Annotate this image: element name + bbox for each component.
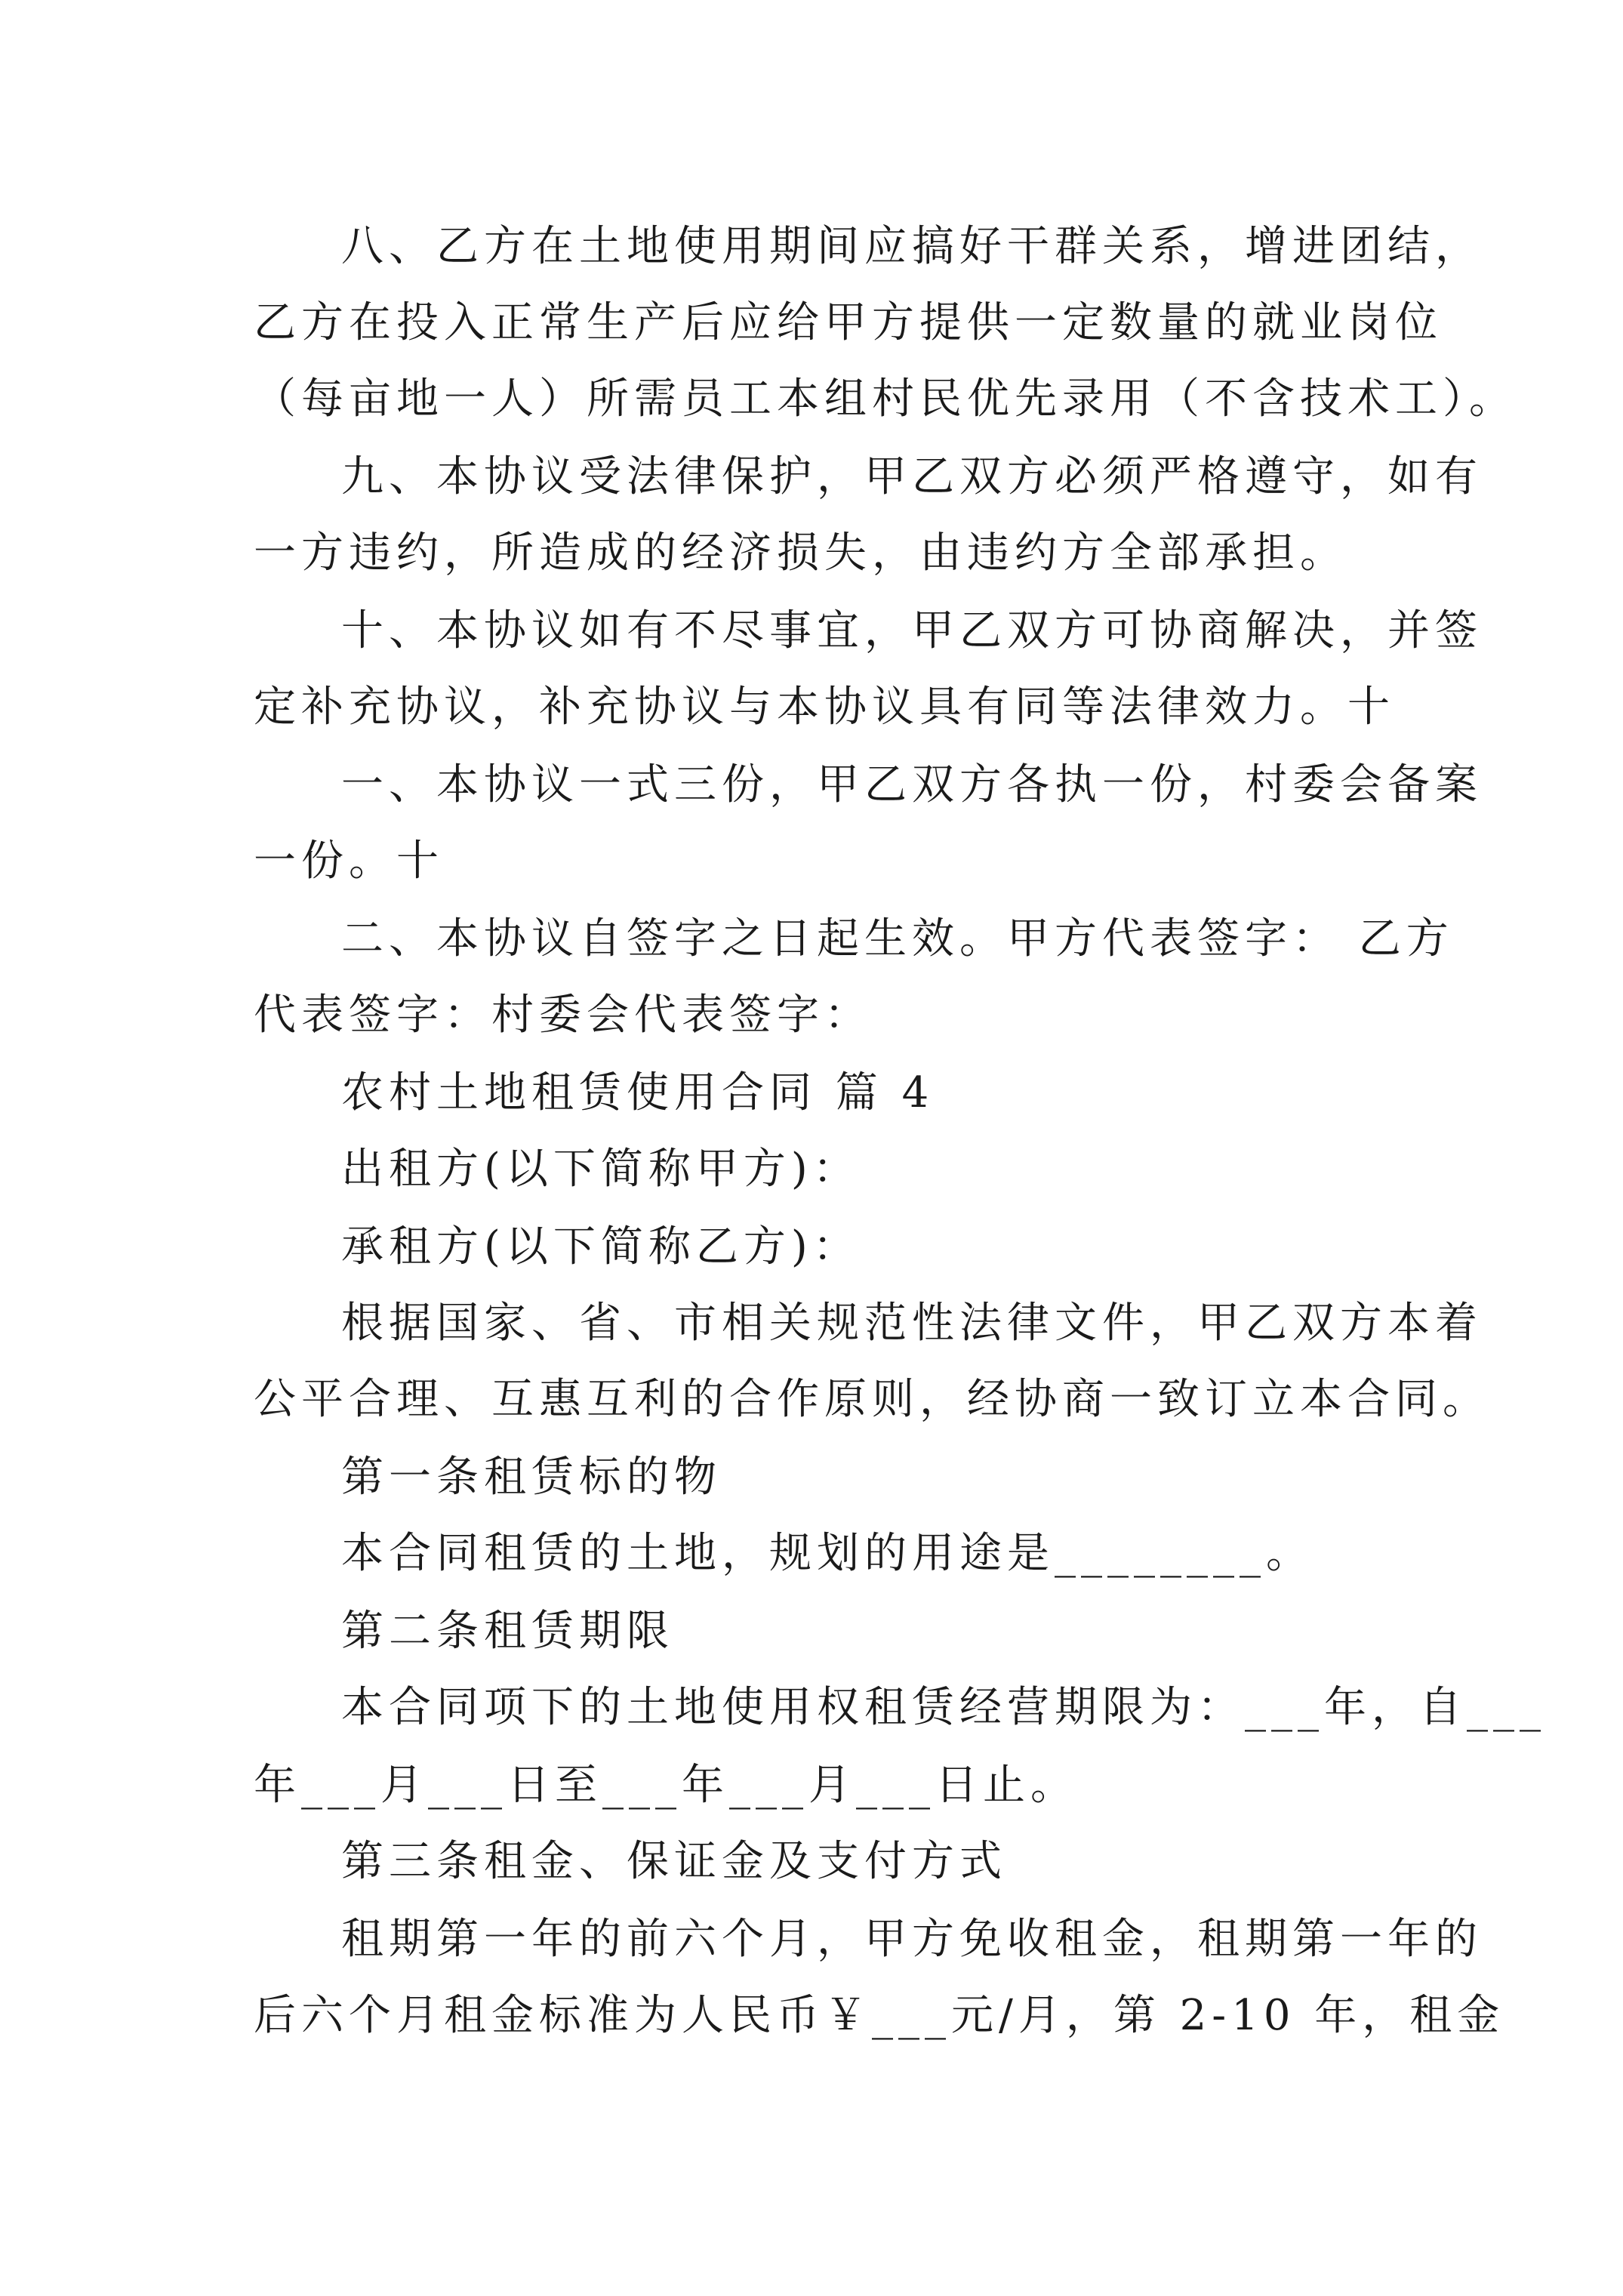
text-line-16: 公平合理、互惠互利的合作原则，经协商一致订立本合同。 [254,1375,1490,1424]
clause-heading-2: 第二条租赁期限 [341,1607,674,1656]
clause-heading-3: 第三条租金、保证金及支付方式 [341,1837,1007,1886]
text-line-10: 二、本协议自签字之日起生效。甲方代表签字： 乙方 [341,914,1454,963]
text-line-8: 一、本协议一式三份，甲乙双方各执一份，村委会备案 [341,760,1483,809]
text-line-3: （每亩地一人）所需员工本组村民优先录用（不含技术工）。 [254,374,1517,424]
text-line-7: 定补充协议，补充协议与本协议具有同等法律效力。十 [254,683,1395,732]
text-line-2: 乙方在投入正常生产后应给甲方提供一定数量的就业岗位 [254,298,1443,347]
text-line-20: 本合同项下的土地使用权租赁经营期限为：___年，自___ [341,1683,1546,1732]
clause-heading-1: 第一条租赁标的物 [341,1453,722,1502]
text-line-4: 九、本协议受法律保护，甲乙双方必须严格遵守，如有 [341,452,1483,501]
text-line-9: 一份。十 [254,837,444,886]
text-line-14: 承租方(以下简称乙方)： [341,1222,861,1271]
text-line-18: 本合同租赁的土地，规划的用途是________。 [341,1529,1313,1578]
text-line-23: 租期第一年的前六个月，甲方免收租金，租期第一年的 [341,1915,1483,1964]
text-line-5: 一方违约，所造成的经济损失，由违约方全部承担。 [254,529,1347,578]
text-line-11: 代表签字：村委会代表签字： [254,991,872,1040]
text-line-21: 年___月___日至___年___月___日止。 [254,1761,1078,1810]
text-line-15: 根据国家、省、市相关规范性法律文件，甲乙双方本着 [341,1299,1483,1348]
text-line-24: 后六个月租金标准为人民币￥___元/月，第 2-10 年，租金 [254,1991,1505,2040]
text-line-1: 八、乙方在土地使用期间应搞好干群关系，增进团结， [341,222,1483,271]
section-title: 农村土地租赁使用合同 篇 4 [341,1068,935,1117]
text-line-6: 十、本协议如有不尽事宜，甲乙双方可协商解决，并签 [341,606,1483,655]
text-line-13: 出租方(以下简称甲方)： [341,1145,861,1194]
